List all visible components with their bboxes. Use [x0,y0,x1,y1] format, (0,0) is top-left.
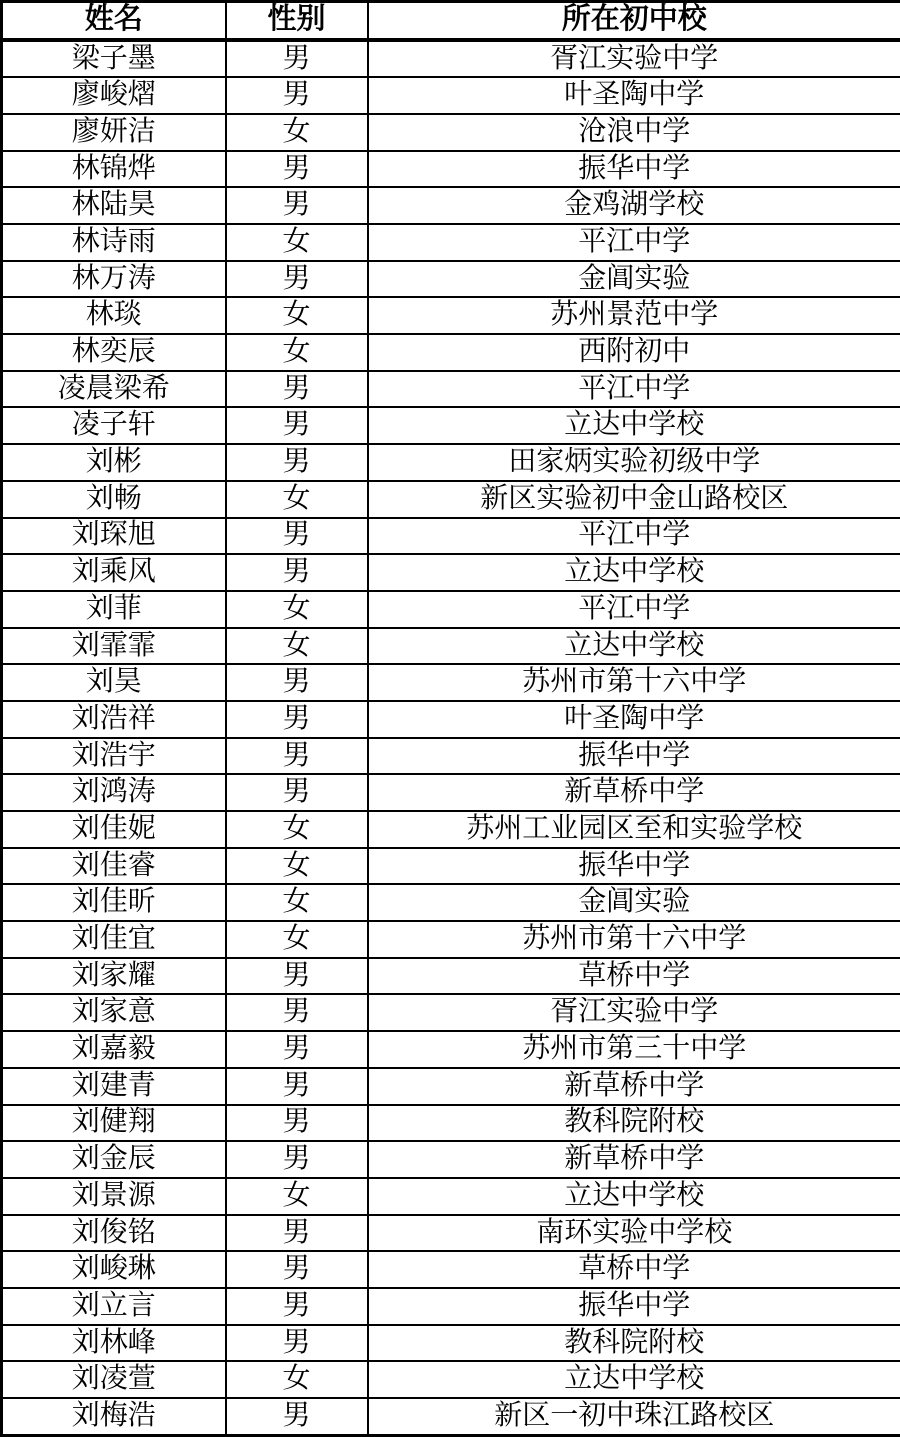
school-cell: 立达中学校 [368,554,900,591]
name-cell: 刘霏霏 [2,628,226,665]
table-row [2,518,900,555]
name-cell: 廖妍洁 [2,114,226,151]
gender-cell: 男 [226,1141,368,1178]
table-row [2,701,900,738]
gender-cell: 男 [226,407,368,444]
name-cell: 刘家耀 [2,958,226,995]
name-cell: 刘浩宇 [2,738,226,775]
column-header-name: 姓名 [2,2,226,40]
gender-cell: 男 [226,1031,368,1068]
school-cell: 新区一初中珠江路校区 [368,1398,900,1435]
name-cell: 刘峻琳 [2,1251,226,1288]
school-cell: 立达中学校 [368,407,900,444]
gender-cell: 男 [226,261,368,298]
name-cell: 刘嘉毅 [2,1031,226,1068]
gender-cell: 男 [226,151,368,188]
name-cell: 刘景源 [2,1178,226,1215]
school-cell: 教科院附校 [368,1325,900,1362]
table-row [2,884,900,921]
table-row [2,958,900,995]
school-cell: 苏州市第十六中学 [368,664,900,701]
name-cell: 林奕辰 [2,334,226,371]
gender-cell: 男 [226,518,368,555]
name-cell: 林锦烨 [2,151,226,188]
school-cell: 新草桥中学 [368,774,900,811]
name-cell: 刘昊 [2,664,226,701]
table-row [2,1288,900,1325]
table-row [2,444,900,481]
school-cell: 平江中学 [368,591,900,628]
name-cell: 刘健翔 [2,1105,226,1142]
table-row [2,77,900,114]
gender-cell: 女 [226,884,368,921]
name-cell: 刘建青 [2,1068,226,1105]
gender-cell: 男 [226,664,368,701]
gender-cell: 男 [226,1251,368,1288]
table-row [2,774,900,811]
gender-cell: 男 [226,554,368,591]
school-cell: 振华中学 [368,1288,900,1325]
table-row [2,1068,900,1105]
gender-cell: 男 [226,444,368,481]
name-cell: 刘佳宜 [2,921,226,958]
school-cell: 苏州景范中学 [368,297,900,334]
gender-cell: 女 [226,334,368,371]
table-row [2,1325,900,1362]
name-cell: 刘琛旭 [2,518,226,555]
name-cell: 刘佳昕 [2,884,226,921]
name-cell: 刘畅 [2,481,226,518]
name-cell: 刘佳睿 [2,848,226,885]
name-cell: 凌晨梁希 [2,371,226,408]
school-cell: 西附初中 [368,334,900,371]
table-row [2,1031,900,1068]
gender-cell: 男 [226,1398,368,1435]
school-cell: 叶圣陶中学 [368,701,900,738]
name-cell: 刘立言 [2,1288,226,1325]
gender-cell: 男 [226,371,368,408]
name-cell: 林琰 [2,297,226,334]
table-row [2,261,900,298]
school-cell: 金阊实验 [368,261,900,298]
name-cell: 林陆昊 [2,187,226,224]
school-cell: 苏州工业园区至和实验学校 [368,811,900,848]
school-cell: 胥江实验中学 [368,994,900,1031]
table-row [2,921,900,958]
table-row [2,664,900,701]
table-row [2,994,900,1031]
name-cell: 梁子墨 [2,40,226,78]
header-row [2,2,900,40]
school-cell: 立达中学校 [368,1178,900,1215]
table-row [2,151,900,188]
gender-cell: 男 [226,1068,368,1105]
name-cell: 林万涛 [2,261,226,298]
gender-cell: 女 [226,114,368,151]
table-row [2,1105,900,1142]
gender-cell: 女 [226,848,368,885]
gender-cell: 女 [226,628,368,665]
name-cell: 刘乘风 [2,554,226,591]
gender-cell: 男 [226,1105,368,1142]
school-cell: 平江中学 [368,371,900,408]
name-cell: 刘佳妮 [2,811,226,848]
school-cell: 新草桥中学 [368,1141,900,1178]
name-cell: 刘家意 [2,994,226,1031]
school-cell: 立达中学校 [368,628,900,665]
table-row [2,811,900,848]
column-header-gender: 性别 [226,2,368,40]
table-row [2,1178,900,1215]
school-cell: 振华中学 [368,848,900,885]
gender-cell: 女 [226,1361,368,1398]
table-row [2,1141,900,1178]
gender-cell: 男 [226,994,368,1031]
school-cell: 南环实验中学校 [368,1215,900,1252]
table-row [2,371,900,408]
name-cell: 刘凌萱 [2,1361,226,1398]
school-cell: 苏州市第三十中学 [368,1031,900,1068]
table-row [2,1398,900,1435]
name-cell: 刘梅浩 [2,1398,226,1435]
name-cell: 刘浩祥 [2,701,226,738]
table-row [2,591,900,628]
table-row [2,1215,900,1252]
gender-cell: 男 [226,774,368,811]
gender-cell: 男 [226,701,368,738]
name-cell: 刘菲 [2,591,226,628]
gender-cell: 男 [226,1288,368,1325]
school-cell: 沧浪中学 [368,114,900,151]
table-row [2,40,900,78]
gender-cell: 男 [226,40,368,78]
gender-cell: 男 [226,187,368,224]
table-row [2,114,900,151]
gender-cell: 男 [226,1215,368,1252]
name-cell: 刘彬 [2,444,226,481]
school-cell: 金阊实验 [368,884,900,921]
gender-cell: 男 [226,738,368,775]
school-cell: 新区实验初中金山路校区 [368,481,900,518]
table-row [2,481,900,518]
name-cell: 廖峻熠 [2,77,226,114]
name-cell: 刘鸿涛 [2,774,226,811]
table-row [2,1251,900,1288]
gender-cell: 男 [226,958,368,995]
gender-cell: 女 [226,481,368,518]
gender-cell: 女 [226,1178,368,1215]
school-cell: 草桥中学 [368,1251,900,1288]
school-cell: 苏州市第十六中学 [368,921,900,958]
table-row [2,848,900,885]
gender-cell: 女 [226,297,368,334]
school-cell: 金鸡湖学校 [368,187,900,224]
table-row [2,1361,900,1398]
table-body [2,40,900,1436]
table-row [2,187,900,224]
school-cell: 叶圣陶中学 [368,77,900,114]
school-cell: 立达中学校 [368,1361,900,1398]
school-cell: 草桥中学 [368,958,900,995]
school-cell: 教科院附校 [368,1105,900,1142]
school-cell: 胥江实验中学 [368,40,900,78]
table-row [2,628,900,665]
name-cell: 刘金辰 [2,1141,226,1178]
gender-cell: 女 [226,591,368,628]
table-row [2,407,900,444]
school-cell: 振华中学 [368,738,900,775]
table-row [2,554,900,591]
name-cell: 凌子轩 [2,407,226,444]
gender-cell: 男 [226,1325,368,1362]
table-header [2,2,900,40]
name-cell: 刘俊铭 [2,1215,226,1252]
table-row [2,297,900,334]
table-row [2,224,900,261]
table-row [2,738,900,775]
table-row [2,334,900,371]
column-header-school: 所在初中校 [368,2,900,40]
gender-cell: 女 [226,811,368,848]
school-cell: 振华中学 [368,151,900,188]
name-cell: 林诗雨 [2,224,226,261]
school-cell: 新草桥中学 [368,1068,900,1105]
school-cell: 田家炳实验初级中学 [368,444,900,481]
gender-cell: 男 [226,77,368,114]
school-cell: 平江中学 [368,518,900,555]
school-cell: 平江中学 [368,224,900,261]
gender-cell: 女 [226,224,368,261]
gender-cell: 女 [226,921,368,958]
name-cell: 刘林峰 [2,1325,226,1362]
